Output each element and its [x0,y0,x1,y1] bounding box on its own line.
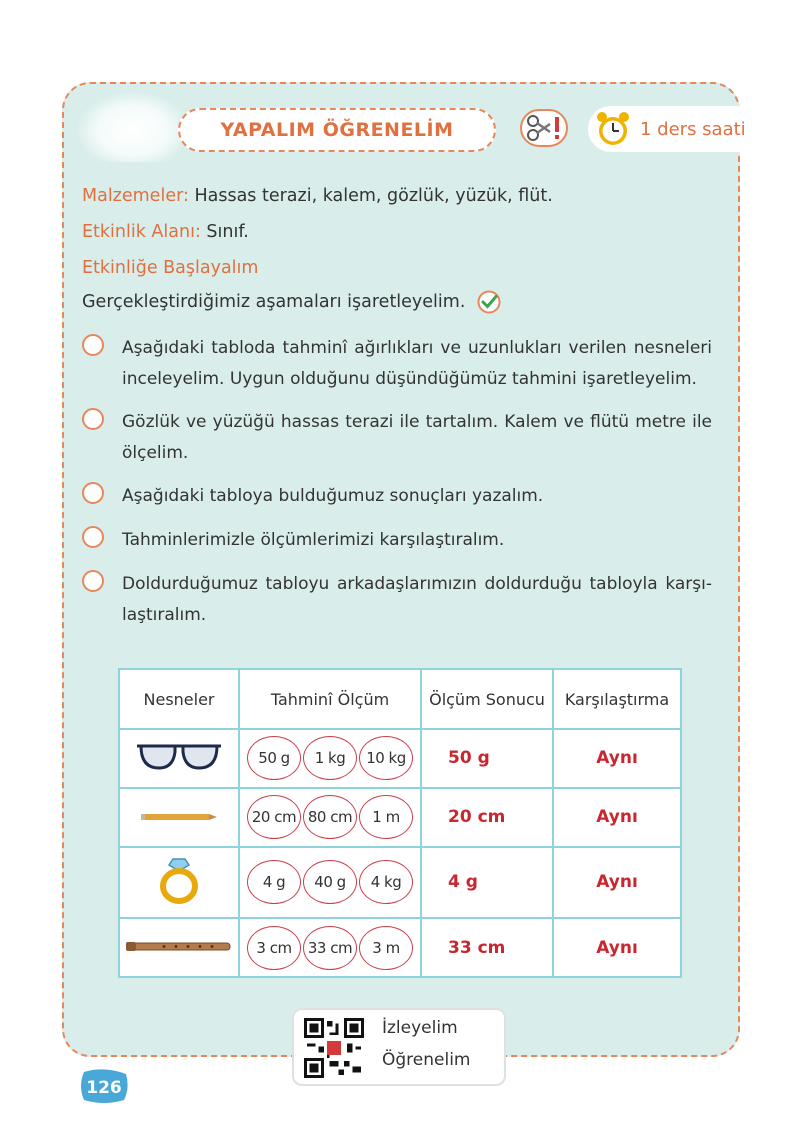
estimate-option[interactable]: 10 kg [359,736,413,780]
glasses-icon [133,738,225,774]
materials-text: Hassas terazi, kalem, gözlük, yüzük, flüt. [194,186,553,206]
section-banner [178,108,496,152]
estimate-option[interactable]: 1 kg [303,736,357,780]
cloud-decoration [78,92,188,162]
section-title: YAPALIM ÖĞRENELİM [220,119,454,141]
estimate-cell [239,788,421,847]
checkmark-icon [477,290,501,314]
instruction-line [82,290,501,314]
comparison-cell: Aynı [553,788,681,847]
object-cell [119,788,239,847]
alarm-clock-icon [594,110,632,148]
column-header: Ölçüm Sonucu [421,669,553,729]
qr-line-1: İzleyelim [382,1018,458,1038]
comparison-cell: Aynı [553,729,681,788]
result-cell: 50 g [421,729,553,788]
step-text: Aşağıdaki tabloda tahminî ağırlıkları ve uzunlukları verilen nesneleri inceleyelim. Uygun olduğunu düşündüğümüz tahmini işaretleyelim. [122,338,712,389]
flute-icon [124,937,234,955]
step-text: Doldurduğumuz tabloyu arkadaşlarımızın doldurduğu tabloyla karşılaştıralım. [122,574,712,625]
estimate-option[interactable]: 20 cm [247,795,301,839]
ring-icon [157,855,201,905]
column-header: Tahminî Ölçüm [239,669,421,729]
table-row [119,918,681,977]
page-number-badge [78,1066,130,1106]
estimate-option[interactable]: 33 cm [303,926,357,970]
scissors-icon [520,108,568,148]
step-text: Tahminlerimizle ölçümlerimizi karşılaştıralım. [122,530,505,550]
table-row [119,729,681,788]
duration-text: 1 ders saati [640,118,746,140]
duration-pill [588,106,748,152]
estimate-cell [239,729,421,788]
estimate-option[interactable]: 1 m [359,795,413,839]
area-line [82,222,249,242]
estimate-option[interactable]: 40 g [303,860,357,904]
estimate-option[interactable]: 50 g [247,736,301,780]
materials-label: Malzemeler: [82,186,189,206]
result-cell: 4 g [421,847,553,919]
step-checkbox[interactable] [82,408,104,430]
step-checkbox[interactable] [82,334,104,356]
estimate-option[interactable]: 3 cm [247,926,301,970]
qr-card[interactable] [292,1008,506,1086]
page-number: 126 [86,1078,122,1098]
estimate-cell [239,847,421,919]
measurement-table [118,668,682,978]
step-checkbox[interactable] [82,526,104,548]
step-text: Gözlük ve yüzüğü hassas terazi ile tartalım. Kalem ve flütü metre ile ölçelim. [122,412,712,463]
object-cell [119,918,239,977]
materials-line [82,186,553,206]
area-text: Sınıf. [206,222,249,242]
step-text: Aşağıdaki tabloya bulduğumuz sonuçları yazalım. [122,486,544,506]
object-cell [119,729,239,788]
step-item [82,407,712,469]
step-item [82,481,712,512]
estimate-option[interactable]: 4 g [247,860,301,904]
pencil-icon [139,811,219,823]
object-cell [119,847,239,919]
comparison-cell: Aynı [553,918,681,977]
estimate-option[interactable]: 80 cm [303,795,357,839]
start-heading: Etkinliğe Başlayalım [82,258,259,278]
column-header: Karşılaştırma [553,669,681,729]
estimate-option[interactable]: 4 kg [359,860,413,904]
qr-code-icon[interactable] [304,1018,364,1078]
step-checkbox[interactable] [82,570,104,592]
table-row [119,788,681,847]
table-row [119,847,681,919]
estimate-option[interactable]: 3 m [359,926,413,970]
column-header: Nesneler [119,669,239,729]
result-cell: 20 cm [421,788,553,847]
qr-line-2: Öğrenelim [382,1050,471,1070]
step-item [82,569,712,631]
comparison-cell: Aynı [553,847,681,919]
step-item [82,333,712,395]
result-cell: 33 cm [421,918,553,977]
estimate-cell [239,918,421,977]
step-checkbox[interactable] [82,482,104,504]
table-header-row [119,669,681,729]
instruction-text: Gerçekleştirdiğimiz aşamaları işaretleyelim. [82,292,466,312]
area-label: Etkinlik Alanı: [82,222,201,242]
step-item [82,525,712,556]
